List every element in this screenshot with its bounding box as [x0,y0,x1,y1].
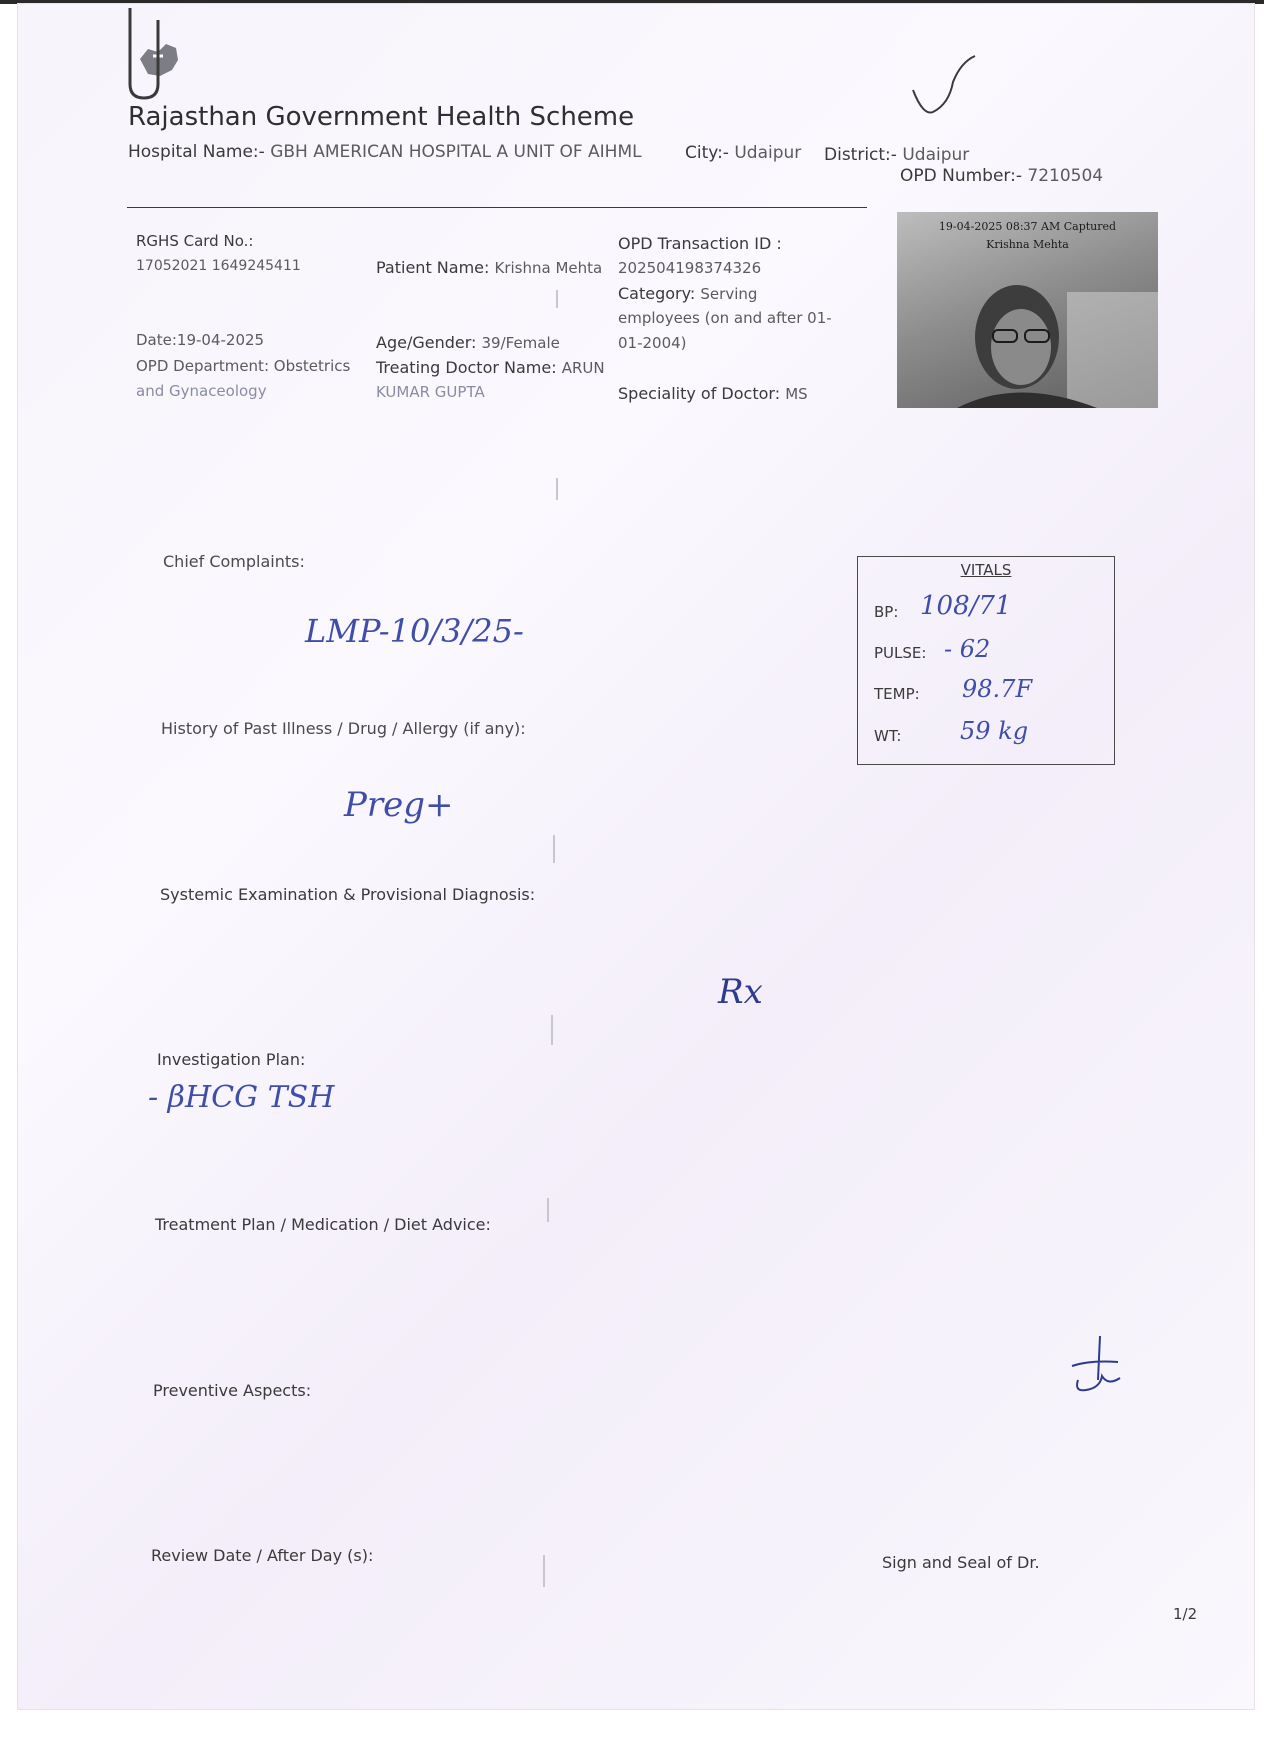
rghs-card-value: 17052021 1649245411 [136,258,301,274]
fold-mark [551,1015,553,1045]
bp-label: BP: [874,603,899,621]
district-value: Udaipur [902,145,970,165]
treating-doctor-label: Treating Doctor Name: [376,358,557,377]
photo-caption-line1: 19-04-2025 08:37 AM Captured [938,220,1117,233]
history-label: History of Past Illness / Drug / Allergy (if any): [161,719,526,738]
investigation-plan-label: Investigation Plan: [157,1050,306,1069]
age-gender-label: Age/Gender: [376,333,477,352]
photo-caption-line2: Krishna Mehta [986,238,1069,251]
investigation-plan-value: - βHCG TSH [148,1080,335,1115]
history-value: Preg+ [344,785,454,825]
treating-doctor-value-line2: KUMAR GUPTA [376,383,485,401]
scheme-title: Rajasthan Government Health Scheme [128,102,635,132]
opd-department-label: OPD Department: [136,357,269,375]
hospital-label: Hospital Name:- [128,142,265,162]
opd-department-value-line2: and Gynaceology [136,382,267,400]
category-value-line3: 01-2004) [618,334,687,352]
category-label: Category: [618,284,696,303]
patient-portrait-icon [897,212,1158,408]
chief-complaints-label: Chief Complaints: [163,552,305,571]
patient-name-value: Krishna Mehta [494,259,603,277]
handwritten-check-icon [905,52,985,122]
vitals-title: VITALS [960,561,1012,579]
pulse-value: - 62 [944,635,991,663]
hospital-name: GBH AMERICAN HOSPITAL A UNIT OF AIHML [270,142,642,162]
district-label: District:- [824,145,897,165]
fold-mark [543,1555,545,1587]
fold-mark [556,290,558,308]
speciality-value: MS [785,385,808,403]
opd-department-value-line1: Obstetrics [273,357,351,375]
city-value: Udaipur [734,143,802,163]
date-value: 19-04-2025 [176,331,265,349]
rghs-card-label: RGHS Card No.: [136,232,254,250]
speciality-label: Speciality of Doctor: [618,384,781,403]
review-date-label: Review Date / After Day (s): [151,1546,374,1565]
systemic-exam-label: Systemic Examination & Provisional Diagnosis: [160,885,536,904]
page-number: 1/2 [1173,1605,1198,1623]
date-label: Date: [136,331,177,349]
treatment-plan-label: Treatment Plan / Medication / Diet Advice: [155,1215,491,1234]
pulse-label: PULSE: [874,644,927,662]
opd-transaction-value: 202504198374326 [618,259,762,277]
opd-number-value: 7210504 [1027,166,1104,186]
category-value-line1: Serving [700,285,758,303]
wt-label: WT: [874,727,902,745]
sign-and-seal-label: Sign and Seal of Dr. [882,1553,1040,1572]
treating-doctor-value-line1: ARUN [561,359,605,377]
header-divider [127,207,867,208]
city-label: City:- [685,143,729,163]
fold-mark [553,835,555,863]
temp-label: TEMP: [874,685,920,703]
opd-transaction-label: OPD Transaction ID : [618,234,782,253]
age-gender-value: 39/Female [481,334,560,352]
rajasthan-emblem-icon [118,4,198,104]
patient-name-label: Patient Name: [376,258,490,277]
fold-mark [556,478,558,500]
chief-complaints-value: LMP-10/3/25- [305,612,524,650]
fold-mark [547,1198,549,1222]
bp-value: 108/71 [920,591,1012,621]
doctor-signature-icon [1060,1330,1130,1400]
preventive-aspects-label: Preventive Aspects: [153,1381,312,1400]
category-value-line2: employees (on and after 01- [618,309,832,327]
wt-value: 59 kg [960,717,1029,745]
rx-symbol: Rx [718,972,763,1012]
vitals-box [857,556,1115,765]
patient-photo [897,212,1158,408]
temp-value: 98.7F [962,675,1033,703]
opd-number-label: OPD Number:- [900,166,1022,186]
